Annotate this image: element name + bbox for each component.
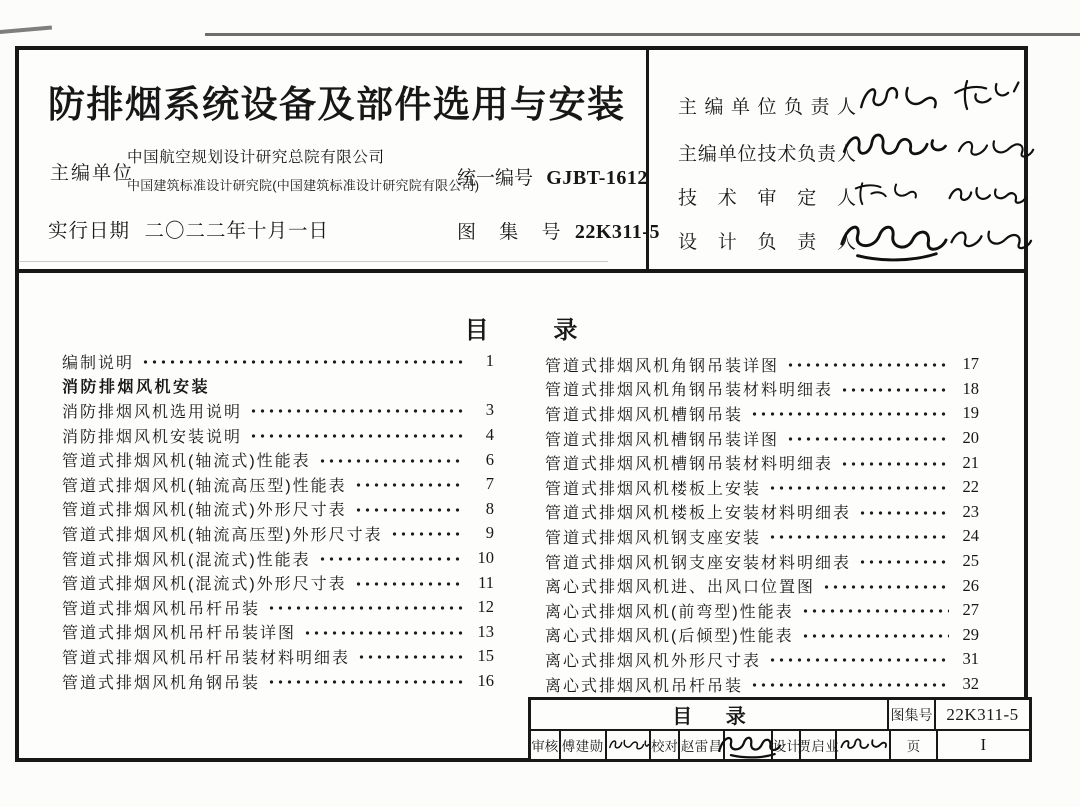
designer-signature xyxy=(835,731,889,759)
toc-entry-title: 管道式排烟风机楼板上安装材料明细表 xyxy=(545,505,852,523)
toc-entry-page: 10 xyxy=(477,548,494,568)
atlas-number-value: 22K311-5 xyxy=(574,221,660,243)
toc-entry xyxy=(545,623,979,648)
scan-edge-line xyxy=(205,33,1080,36)
toc-entry-page: 15 xyxy=(477,646,494,666)
toc-entry-title: 管道式排烟风机钢支座安装材料明细表 xyxy=(545,554,852,572)
toc-entry-page: 17 xyxy=(962,354,979,374)
designer-label: 设计 xyxy=(771,731,799,759)
toc-entry-page: 19 xyxy=(962,403,979,423)
toc-entry-title: 管道式排烟风机吊杆吊装详图 xyxy=(62,625,297,643)
dot-leader xyxy=(858,508,949,518)
atlas-number-label: 图 集 号 xyxy=(457,222,570,243)
dot-leader xyxy=(141,357,464,367)
toc-entry-page: 24 xyxy=(962,526,979,546)
atlas-number-row xyxy=(457,217,660,244)
scan-corner-mark xyxy=(0,25,52,34)
dot-leader xyxy=(768,483,949,493)
dot-leader xyxy=(318,554,464,564)
chief-editor-unit-2: 中国建筑标准设计研究院(中国建筑标准设计研究院有限公司) xyxy=(127,178,480,193)
toc-entry-page: 9 xyxy=(485,523,494,543)
chief-unit-principal-label: 主编单位负责人 xyxy=(678,97,856,118)
toc-entry-page: 23 xyxy=(962,501,979,521)
toc-entry-page: 6 xyxy=(485,449,494,469)
toc-entry xyxy=(62,349,494,374)
toc-entry xyxy=(62,620,494,645)
dot-leader xyxy=(750,409,949,419)
toc-entry-title: 消防排烟风机安装 xyxy=(62,379,211,397)
toc-entry-page: 27 xyxy=(962,600,979,620)
title-block xyxy=(528,697,1032,762)
unified-number-label: 统一编号 xyxy=(457,168,534,189)
page-label: 页 xyxy=(889,731,935,759)
toc-entry-title: 离心式排烟风机外形尺寸表 xyxy=(545,652,762,670)
dot-leader xyxy=(249,406,464,416)
dot-leader xyxy=(768,532,949,542)
effective-date-value: 二〇二二年十月一日 xyxy=(144,220,329,242)
dot-leader xyxy=(786,434,949,444)
toc-column-left xyxy=(62,349,494,693)
toc-entry xyxy=(62,497,494,522)
toc-entry-page: 7 xyxy=(485,474,494,494)
dot-leader xyxy=(840,385,949,395)
dot-leader xyxy=(801,606,949,616)
dot-leader xyxy=(801,631,949,641)
toc-entry-page: 16 xyxy=(477,671,494,691)
toc-entry xyxy=(545,475,979,500)
signature-scribble xyxy=(836,124,952,170)
dot-leader xyxy=(750,680,949,690)
atlas-number-value: 22K311-5 xyxy=(934,700,1029,729)
toc-entry xyxy=(545,672,979,697)
design-principal-label: 设计负责人 xyxy=(678,232,856,253)
signature-scribble xyxy=(607,734,649,756)
dot-leader xyxy=(768,655,949,665)
toc-entry xyxy=(62,595,494,620)
toc-entry xyxy=(545,598,979,623)
toc-entry-page: 8 xyxy=(485,498,494,518)
divider-shadow xyxy=(18,261,608,262)
toc-entry-title: 离心式排烟风机(后倾型)性能表 xyxy=(545,628,794,646)
signature-scribble xyxy=(850,74,946,126)
reviewer-signature xyxy=(605,731,649,759)
toc-entry-title: 管道式排烟风机(轴流式)外形尺寸表 xyxy=(62,502,347,520)
dot-leader xyxy=(267,603,464,613)
title-block-row-2 xyxy=(531,731,1029,759)
toc-entry xyxy=(545,549,979,574)
chief-unit-tech-principal-label: 主编单位技术负责人 xyxy=(678,144,856,165)
toc-entry-page: 12 xyxy=(477,597,494,617)
toc-entry-title: 管道式排烟风机(轴流式)性能表 xyxy=(62,453,311,471)
toc-entry-title: 管道式排烟风机吊杆吊装 xyxy=(62,600,261,618)
dot-leader xyxy=(354,480,464,490)
toc-entry-title: 管道式排烟风机(混流式)性能表 xyxy=(62,551,311,569)
chief-editor-unit-1: 中国航空规划设计研究总院有限公司 xyxy=(127,149,385,166)
toc-entry-title: 消防排烟风机选用说明 xyxy=(62,403,243,421)
toc-entry-page: 4 xyxy=(485,425,494,445)
dot-leader xyxy=(303,628,464,638)
signature-scribble xyxy=(948,66,1036,124)
toc-entry xyxy=(545,401,979,426)
toc-entry-title: 管道式排烟风机吊杆吊装材料明细表 xyxy=(62,649,351,667)
unified-number-value: GJBT-1612 xyxy=(546,167,648,189)
dot-leader xyxy=(249,431,464,441)
dot-leader xyxy=(786,360,949,370)
signature-scribble xyxy=(837,734,889,756)
dot-leader xyxy=(840,459,949,469)
toc-entry-title: 消防排烟风机安装说明 xyxy=(62,428,243,446)
toc-entry xyxy=(62,447,494,472)
toc-entry xyxy=(62,546,494,571)
toc-entry-page: 32 xyxy=(962,674,979,694)
toc-entry-page: 11 xyxy=(478,572,494,592)
signature-scribble xyxy=(944,218,1034,262)
toc-entry-page: 31 xyxy=(962,649,979,669)
toc-entry-title: 离心式排烟风机吊杆吊装 xyxy=(545,677,744,695)
toc-entry xyxy=(62,423,494,448)
reviewer-name: 傅建勋 xyxy=(559,731,605,759)
toc-entry xyxy=(62,570,494,595)
toc-entry-title: 管道式排烟风机槽钢吊装详图 xyxy=(545,431,780,449)
dot-leader xyxy=(822,582,949,592)
dot-leader xyxy=(354,505,464,515)
toc-heading: 目 录 xyxy=(464,317,579,344)
dot-leader xyxy=(390,529,464,539)
reviewer-label: 审核 xyxy=(531,739,559,754)
dot-leader xyxy=(318,456,464,466)
header-bottom-rule xyxy=(15,269,1028,273)
dot-leader xyxy=(357,652,464,662)
toc-entry xyxy=(545,377,979,402)
toc-entry xyxy=(62,669,494,694)
atlas-title: 防排烟系统设备及部件选用与安装 xyxy=(48,84,626,125)
toc-entry xyxy=(62,398,494,423)
unified-number-row xyxy=(457,163,648,190)
toc-entry-page: 25 xyxy=(962,551,979,571)
sheet-title: 目 录 xyxy=(672,706,746,728)
toc-entry xyxy=(545,500,979,525)
checker-name: 赵雷昌 xyxy=(678,731,723,759)
toc-entry-page: 21 xyxy=(962,452,979,472)
toc-entry-title: 管道式排烟风机槽钢吊装 xyxy=(545,406,744,424)
signature-scribble xyxy=(952,128,1036,170)
toc-entry-page: 3 xyxy=(485,400,494,420)
toc-entry-title: 管道式排烟风机角钢吊装材料明细表 xyxy=(545,382,834,400)
page-number: I xyxy=(936,731,1029,759)
toc-entry xyxy=(545,426,979,451)
toc-entry-title: 管道式排烟风机楼板上安装 xyxy=(545,480,762,498)
checker-signature xyxy=(723,731,771,759)
toc-entry-page: 1 xyxy=(485,351,494,371)
dot-leader xyxy=(354,579,464,589)
signature-scribble xyxy=(830,214,948,264)
toc-entry-page: 29 xyxy=(962,624,979,644)
toc-entry xyxy=(62,644,494,669)
toc-entry xyxy=(545,573,979,598)
toc-entry-title: 管道式排烟风机(轴流高压型)性能表 xyxy=(62,477,347,495)
toc-entry xyxy=(545,450,979,475)
toc-entry-title: 离心式排烟风机(前弯型)性能表 xyxy=(545,603,794,621)
toc-entry-title: 管道式排烟风机(轴流高压型)外形尺寸表 xyxy=(62,526,383,544)
chief-editor-label: 主编单位 xyxy=(50,163,135,184)
toc-entry-title: 管道式排烟风机(混流式)外形尺寸表 xyxy=(62,576,347,594)
toc-entry-page: 20 xyxy=(962,428,979,448)
toc-entry-title: 管道式排烟风机槽钢吊装材料明细表 xyxy=(545,456,834,474)
toc-entry-title: 管道式排烟风机角钢吊装详图 xyxy=(545,357,780,375)
toc-entry xyxy=(62,472,494,497)
toc-column-right xyxy=(545,352,979,696)
toc-entry xyxy=(545,647,979,672)
toc-entry xyxy=(545,524,979,549)
effective-date-label: 实行日期 xyxy=(48,220,131,242)
toc-entry-page: 26 xyxy=(962,575,979,595)
toc-entry-page: 13 xyxy=(477,621,494,641)
atlas-number-label: 图集号 xyxy=(887,700,934,729)
toc-entry xyxy=(62,521,494,546)
signature-scribble xyxy=(848,174,926,212)
dot-leader xyxy=(858,557,949,567)
toc-entry-title: 离心式排烟风机进、出风口位置图 xyxy=(545,579,816,597)
toc-entry-title: 编制说明 xyxy=(62,354,135,372)
effective-date-row xyxy=(48,215,329,243)
technical-approver-label: 技术审定人 xyxy=(678,188,856,209)
checker-label: 校对 xyxy=(649,731,679,759)
signature-scribble xyxy=(942,178,1032,214)
toc-entry-title: 管道式排烟风机钢支座安装 xyxy=(545,529,762,547)
toc-entry-page: 22 xyxy=(962,477,979,497)
designer-name: 贾启业 xyxy=(799,731,835,759)
dot-leader xyxy=(267,677,464,687)
toc-entry xyxy=(62,374,494,399)
toc-entry-page: 18 xyxy=(962,378,979,398)
title-block-row-1 xyxy=(531,700,1029,731)
toc-entry-title: 管道式排烟风机角钢吊装 xyxy=(62,674,261,692)
toc-entry xyxy=(545,352,979,377)
